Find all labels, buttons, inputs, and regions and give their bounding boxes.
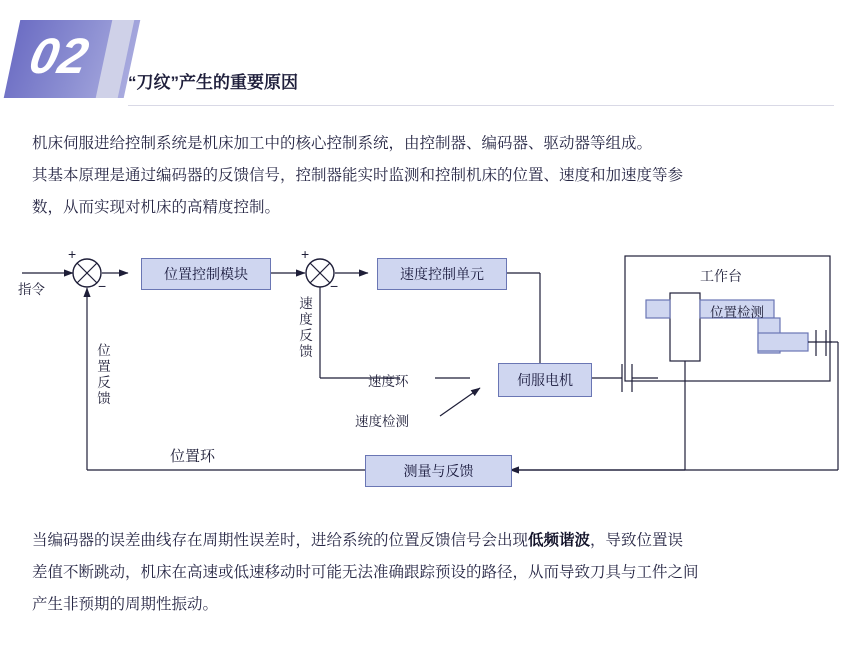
conclusion-pre: 当编码器的误差曲线存在周期性误差时，进给系统的位置反馈信号会出现 xyxy=(32,532,529,549)
block-position-control: 位置控制模块 xyxy=(141,258,271,290)
label-position-loop: 位置环 xyxy=(170,448,216,465)
label-speed-detect: 速度检测 xyxy=(355,414,409,429)
section-number: 02 xyxy=(24,28,95,84)
section-header xyxy=(0,20,850,98)
conclusion-line-2: 差值不断跳动，机床在高速或低速移动时可能无法准确跟踪预设的路径，从而导致刀具与工件之间 xyxy=(32,564,699,581)
conclusion-highlight: 低频谐波 xyxy=(528,532,591,549)
intro-paragraph xyxy=(32,128,792,224)
sum1-plus-sign: + xyxy=(68,246,77,262)
label-speed-feedback: 速度反馈 xyxy=(299,296,313,359)
intro-line-3: 数，从而实现对机床的高精度控制。 xyxy=(32,199,281,216)
block-servo-motor: 伺服电机 xyxy=(498,363,592,397)
block-speed-control: 速度控制单元 xyxy=(377,258,507,290)
label-worktable: 工作台 xyxy=(700,268,742,284)
header-divider xyxy=(128,105,834,106)
intro-line-2: 其基本原理是通过编码器的反馈信号，控制器能实时监测和控制机床的位置、速度和加速度等参 xyxy=(32,167,684,184)
conclusion-post: ，导致位置误 xyxy=(590,532,684,549)
page-title: “刀纹”产生的重要原因 xyxy=(128,73,298,92)
label-position-feedback: 位置反馈 xyxy=(97,343,111,406)
conclusion-paragraph xyxy=(32,525,792,621)
diagram-input-label: 指令 xyxy=(18,282,45,297)
block-measure-feedback: 测量与反馈 xyxy=(365,455,512,487)
conclusion-line-3: 产生非预期的周期性振动。 xyxy=(32,596,219,613)
label-speed-loop: 速度环 xyxy=(368,374,409,389)
label-position-detect: 位置检测 xyxy=(710,305,764,320)
sum1-minus-sign: − xyxy=(98,278,107,294)
intro-line-1: 机床伺服进给控制系统是机床加工中的核心控制系统，由控制器、编码器、驱动器等组成。 xyxy=(32,135,653,152)
servo-control-block-diagram xyxy=(10,238,840,510)
sum2-minus-sign: − xyxy=(330,278,339,294)
conclusion-line-1 xyxy=(32,525,792,557)
sum2-plus-sign: + xyxy=(301,246,310,262)
